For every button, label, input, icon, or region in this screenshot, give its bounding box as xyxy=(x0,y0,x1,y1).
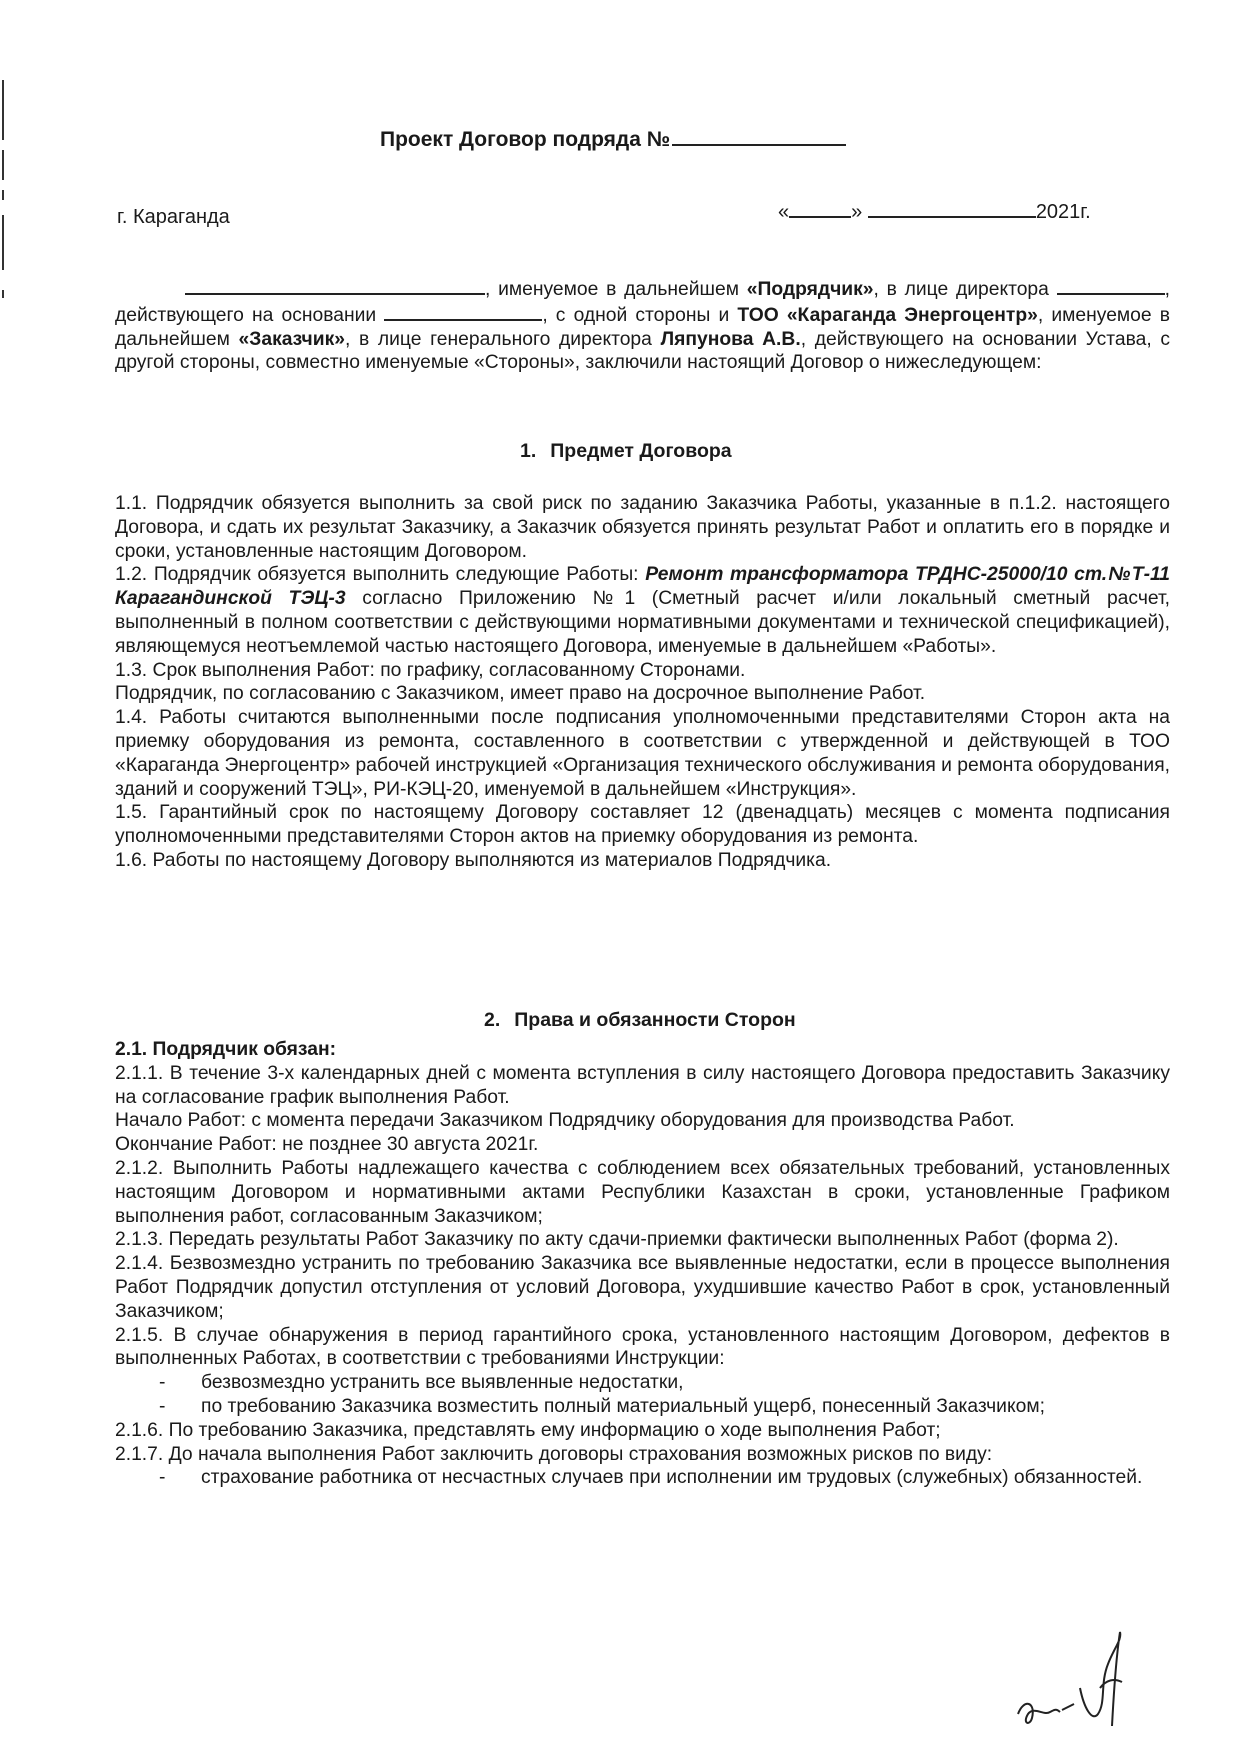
section1-heading: 1. Предмет Договора xyxy=(520,440,732,462)
customer-term: «Заказчик» xyxy=(238,328,345,350)
basis-blank xyxy=(384,302,542,321)
list-item: - страхование работника от несчастных случаев при исполнении им трудовых (служебных) обязанностей. xyxy=(159,1467,1143,1489)
city: г. Караганда xyxy=(117,206,230,228)
signature-stroke xyxy=(1018,1704,1060,1723)
contractor-name-blank xyxy=(185,276,485,295)
section2-heading: 2. Права и обязанности Сторон xyxy=(484,1009,796,1031)
work-end: Окончание Работ: не позднее 30 августа 2021г. xyxy=(115,1134,539,1156)
day-blank xyxy=(789,198,851,218)
handwritten-signature xyxy=(1010,1618,1160,1738)
month-blank xyxy=(868,198,1036,218)
clause-1-1: 1.1. Подрядчик обязуется выполнить за свой риск по заданию Заказчика Работы, указанные в п.1.2. настоящего Договора, и сдать их результат Заказчику, а Заказчик обязуется принять результат Работ и оплатить его в порядке и сроки, установленные настоящим Договором. xyxy=(115,493,1170,562)
document-title xyxy=(380,126,846,152)
preamble-paragraph: , именуемое в дальнейшем «Подрядчик», в лице директора , действующего на основании , с одной стороны и ТОО «Караганда Энергоцентр», именуемое в дальнейшем «Заказчик», в лице генерального директора Ляпунова А.В., действующего на основании Устава, с другой стороны, совместно именуемые «Стороны», заключили настоящий Договор о нижеследующем: xyxy=(115,276,1170,375)
clause-2-1-3: 2.1.3. Передать результаты Работ Заказчику по акту сдачи-приемки фактически выполненных Работ (форма 2). xyxy=(115,1229,1119,1251)
clause-2-1-4: 2.1.4. Безвозмездно устранить по требованию Заказчика все выявленные недостатки, если в процессе выполнения Работ Подрядчик допустил отступления от условий Договора, ухудшившие качество Работ в срок, установленный Заказчиком; xyxy=(115,1253,1170,1322)
section2-body xyxy=(115,1038,1170,1490)
work-description: Ремонт трансформатора ТРДНС-25000/10 ст.№Т-11 Карагандинской ТЭЦ-3 xyxy=(115,564,1171,610)
clause-1-3-note: Подрядчик, по согласованию с Заказчиком, имеет право на досрочное выполнение Работ. xyxy=(115,683,926,705)
clause-2-1-1: 2.1.1. В течение 3-х календарных дней с момента вступления в силу настоящего Договора предоставить Заказчику на согласование график выполнения Работ. xyxy=(115,1062,1170,1108)
contract-number-blank xyxy=(672,126,846,146)
signature-stroke xyxy=(1062,1704,1074,1710)
clause-1-4: 1.4. Работы считаются выполненными после подписания уполномоченными представителями Сторон акта на приемку оборудования из ремонта, составленного в соответствии с утвержденной и действующей в ТОО «Караганда Энергоцентр» рабочей инструкцией «Организация технического обслуживания и ремонта оборудования, зданий и сооружений ТЭЦ», РИ-КЭЦ-20, именуемой в дальнейшем «Инструкция». xyxy=(115,707,1170,800)
list-item: - безвозмездно устранить все выявленные недостатки, xyxy=(159,1372,684,1394)
clause-2-1-5: 2.1.5. В случае обнаружения в период гарантийного срока, установленного настоящим Договором, дефектов в выполненных Работах, в соответствии с требованиями Инструкции: xyxy=(115,1324,1170,1370)
preamble xyxy=(115,276,1170,375)
work-start: Начало Работ: с момента передачи Заказчиком Подрядчику оборудования для производства Работ. xyxy=(115,1110,1015,1132)
contract-date: « » 2021г. xyxy=(778,198,1091,224)
contractor-term: «Подрядчик» xyxy=(746,279,874,300)
section1-body xyxy=(115,492,1170,873)
year: 2021г. xyxy=(1035,201,1091,223)
director-name: Ляпунова А.В. xyxy=(660,328,801,350)
subsection-2-1: 2.1. Подрядчик обязан: xyxy=(115,1039,337,1060)
clause-1-3: 1.3. Срок выполнения Работ: по графику, согласованному Сторонами. xyxy=(115,659,746,681)
clause-2-1-7: 2.1.7. До начала выполнения Работ заключить договоры страхования возможных рисков по виду: xyxy=(115,1443,993,1465)
clause-2-1-6: 2.1.6. По требованию Заказчика, представлять ему информацию о ходе выполнения Работ; xyxy=(115,1419,941,1441)
company-name: ТОО «Караганда Энергоцентр» xyxy=(737,304,1038,326)
clause-1-5: 1.5. Гарантийный срок по настоящему Договору составляет 12 (двенадцать) месяцев с момента подписания уполномоченными представителями Сторон актов на приемку оборудования из ремонта. xyxy=(115,802,1170,848)
scan-edge-marks xyxy=(0,40,6,380)
clause-1-2: 1.2. Подрядчик обязуется выполнить следующие Работы: Ремонт трансформатора ТРДНС-25000/10 ст.№Т-11 Карагандинской ТЭЦ-3 согласно Приложению №1 (Сметный расчет и/или локальный сметный расчет, выполненный в полном соответствии с действующими нормативными документами и технической спецификацией), являющемуся неотъемлемой частью настоящего Договора, именуемые в дальнейшем «Работы». xyxy=(115,564,1171,657)
director-name-blank xyxy=(1057,276,1165,295)
clause-2-1-2: 2.1.2. Выполнить Работы надлежащего качества с соблюдением всех обязательных требований, установленных настоящим Договором и нормативными актами Республики Казахстан в сроки, установленные Графиком выполнения работ, согласованным Заказчиком; xyxy=(115,1157,1170,1227)
clause-1-6: 1.6. Работы по настоящему Договору выполняются из материалов Подрядчика. xyxy=(115,849,832,871)
title-text: Проект Договор подряда № xyxy=(380,128,671,151)
list-item: - по требованию Заказчика возместить полный материальный ущерб, понесенный Заказчиком; xyxy=(159,1395,1045,1417)
